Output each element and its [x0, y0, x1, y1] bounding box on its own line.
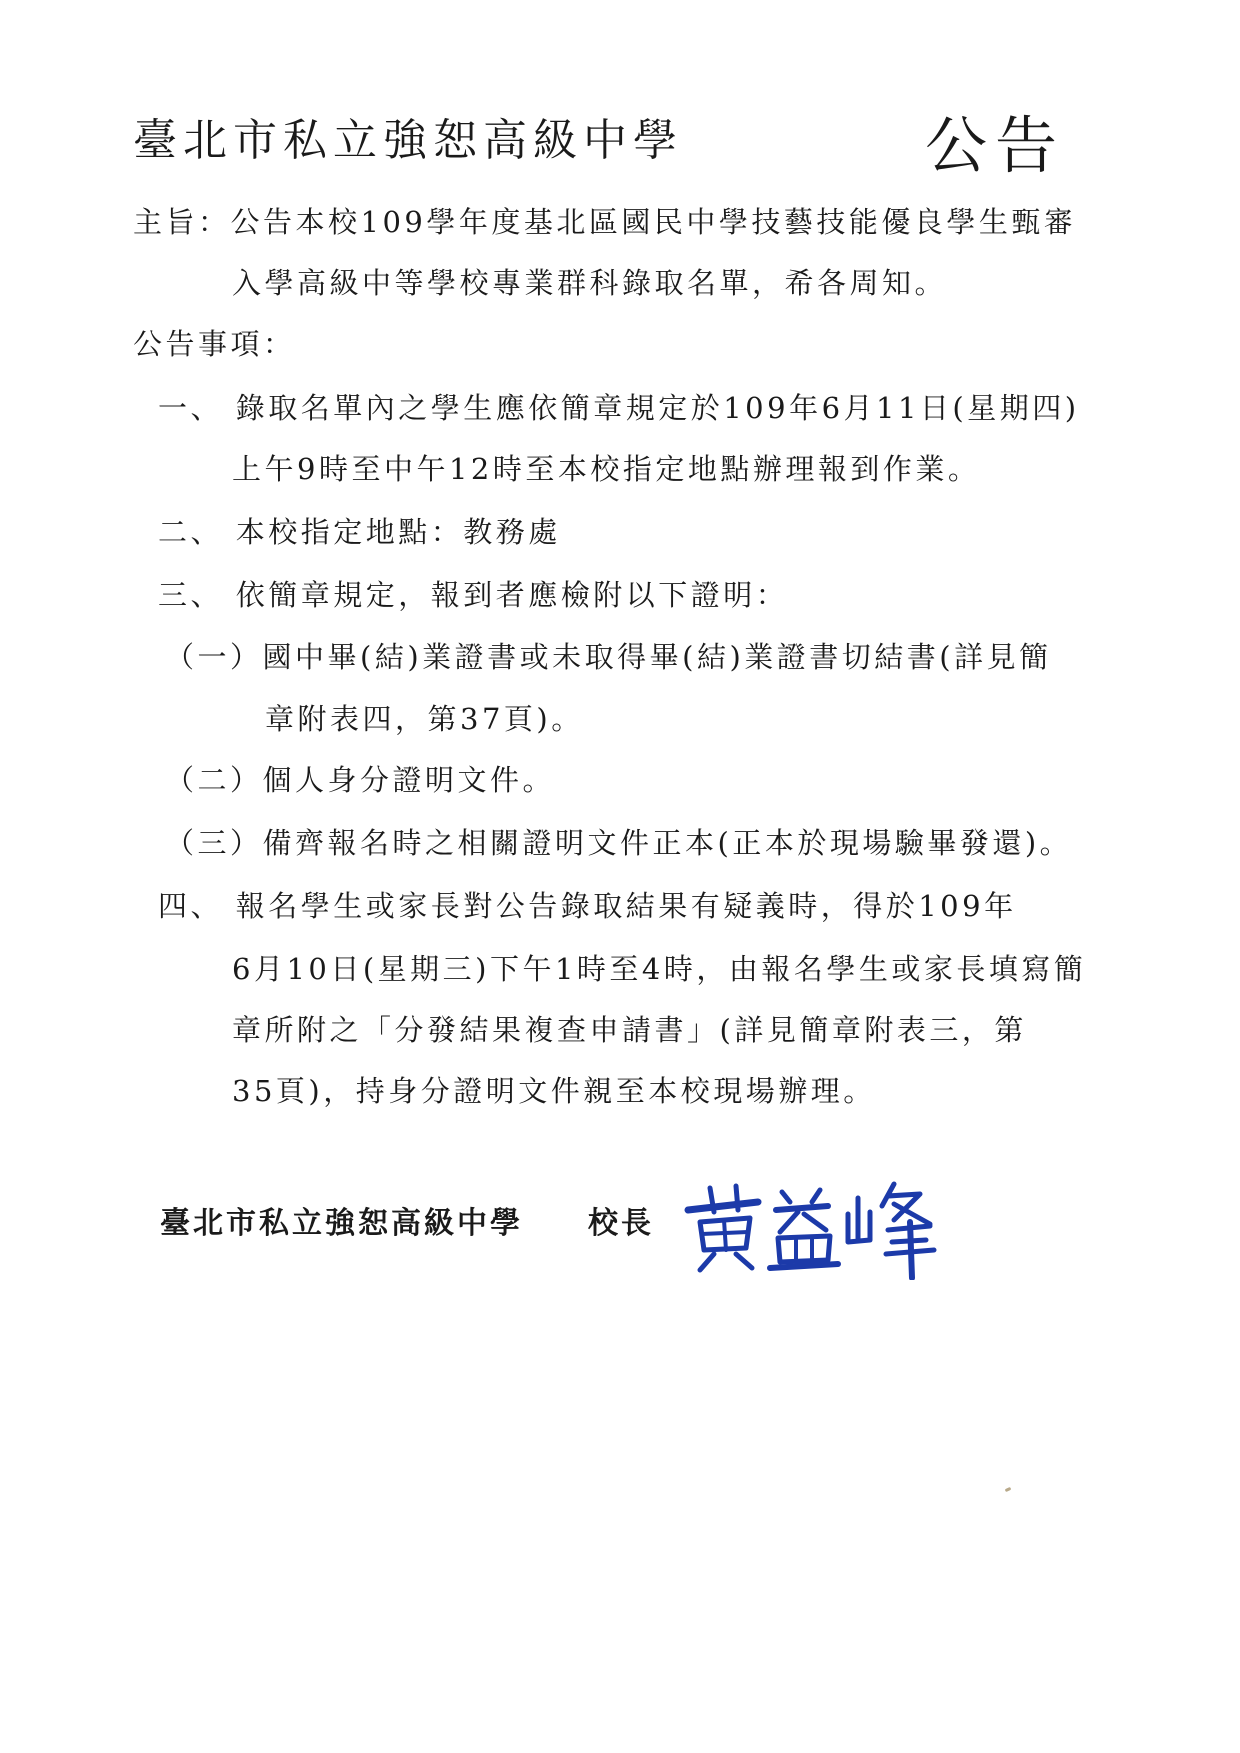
item-four-line-3: 章所附之「分發結果複查申請書」(詳見簡章附表三，第 [232, 1013, 1027, 1047]
items-heading: 公告事項： [133, 327, 296, 361]
handwritten-signature [680, 1170, 950, 1280]
item-four-line-4: 35頁)，持身分證明文件親至本校現場辦理。 [232, 1074, 876, 1108]
sub-item-one-line-1: （一）國中畢(結)業證書或未取得畢(結)業證書切結書(詳見簡 [165, 640, 1052, 674]
paper-speck [1005, 1487, 1012, 1492]
header-school-name: 臺北市私立強恕高級中學 [133, 115, 683, 166]
item-two: 二、 本校指定地點：教務處 [158, 515, 561, 549]
sub-item-one-line-2: 章附表四，第37頁)。 [265, 702, 584, 736]
item-four-line-2: 6月10日(星期三)下午1時至4時，由報名學生或家長填寫簡 [232, 952, 1087, 986]
sub-item-three: （三）備齊報名時之相關證明文件正本(正本於現場驗畢發還)。 [165, 826, 1073, 860]
item-one-line-1: 一、 錄取名單內之學生應依簡章規定於109年6月11日(星期四) [158, 391, 1080, 425]
subject-line-2: 入學高級中等學校專業群科錄取名單，希各周知。 [232, 266, 948, 300]
signature-role: 校長 [588, 1206, 654, 1241]
sub-item-two: （二）個人身分證明文件。 [165, 763, 556, 797]
header-announcement-title: 公告 [925, 109, 1066, 182]
item-four-line-1: 四、 報名學生或家長對公告錄取結果有疑義時，得於109年 [158, 889, 1017, 923]
signature-school-name: 臺北市私立強恕高級中學 [160, 1206, 523, 1241]
subject-line-1: 主旨：公告本校109學年度基北區國民中學技藝技能優良學生甄審 [133, 205, 1077, 239]
item-one-line-2: 上午9時至中午12時至本校指定地點辦理報到作業。 [232, 452, 981, 486]
item-three: 三、 依簡章規定，報到者應檢附以下證明： [158, 578, 789, 612]
